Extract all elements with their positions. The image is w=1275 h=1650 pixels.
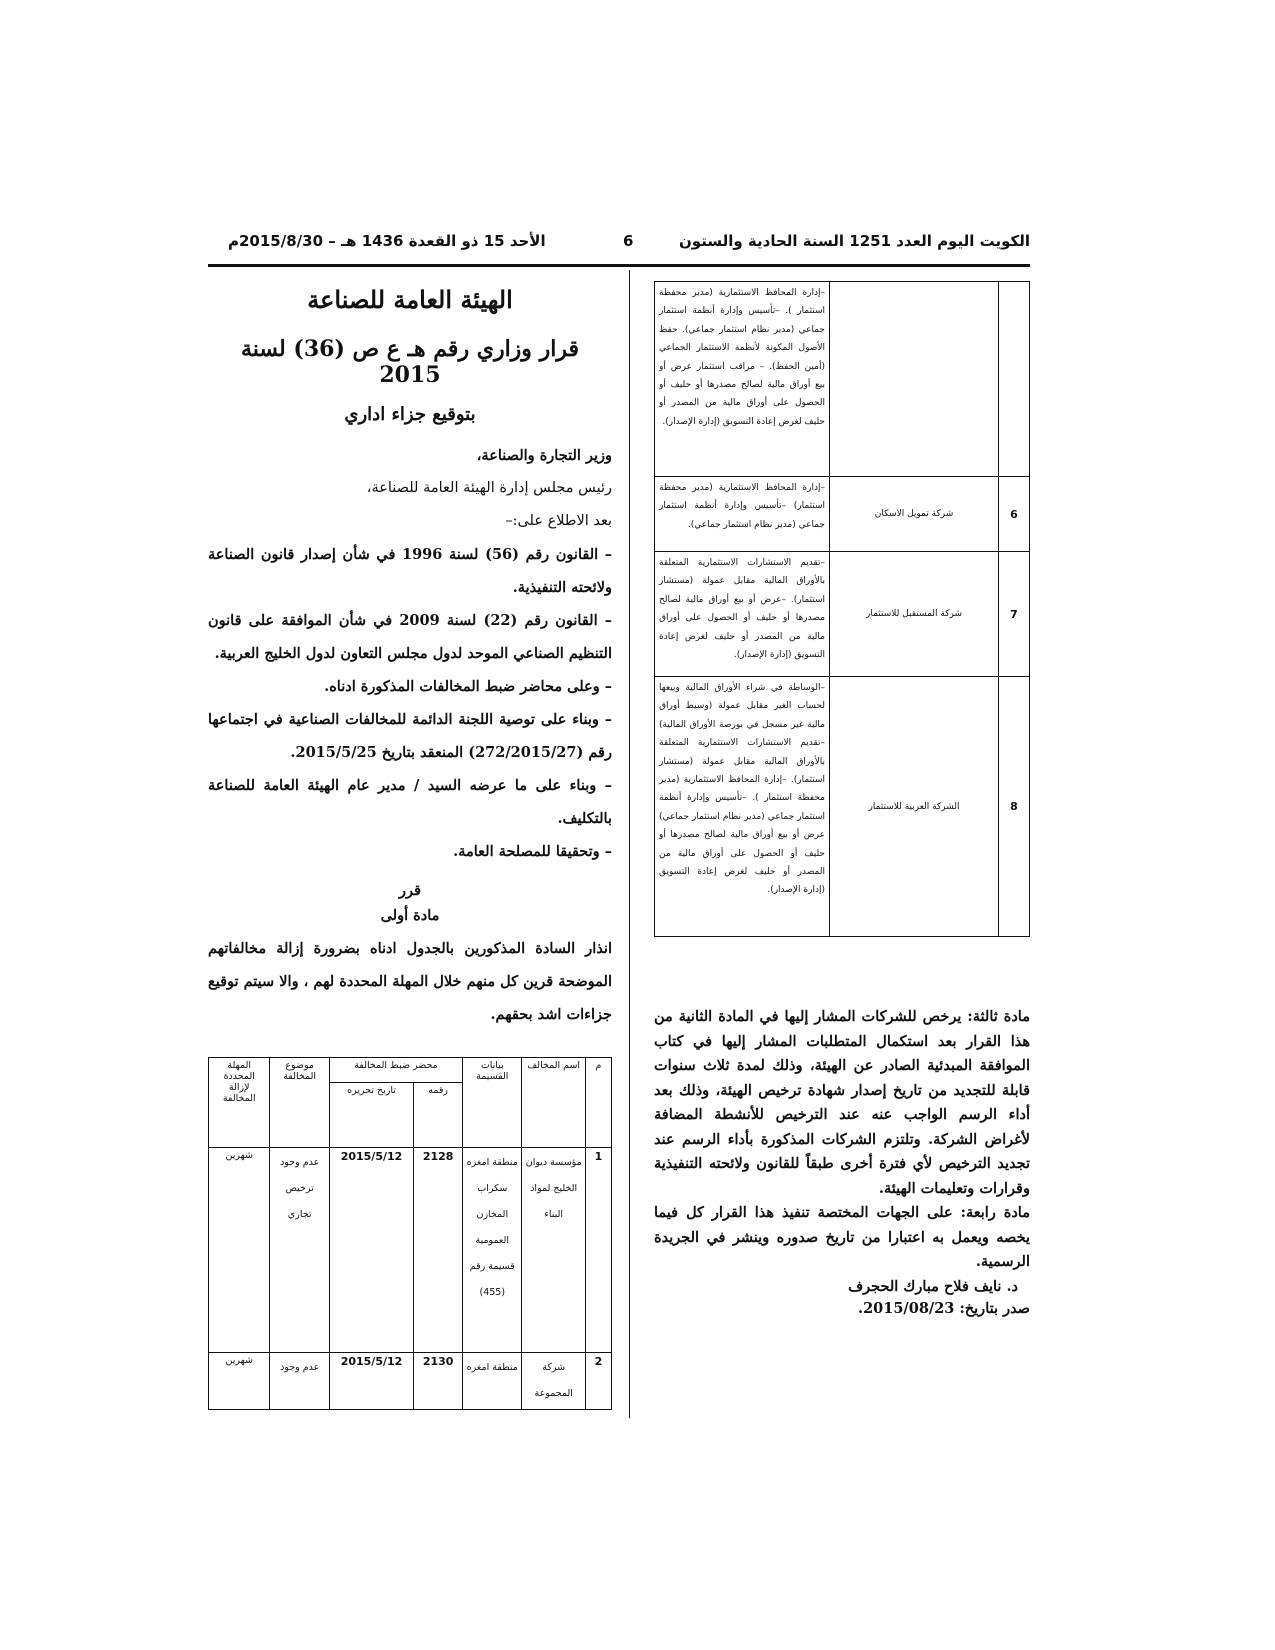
warning-text: انذار السادة المذكورين بالجدول ادناه بضرورة إزالة مخالفاتهم الموضحة قرين كل منهم خلال المهلة المحددة لهم ، والا سيتم توقيع جزاءات اشد بحقهم. [208,940,612,1023]
violator-name: مؤسسة ديوان الخليج لمواد البناء [522,1148,586,1353]
decision-article [208,285,612,1031]
company-name: الشركة العربية للاستثمار [830,677,999,937]
table-row [209,1148,612,1353]
header-m: م [585,1058,611,1148]
table-row [209,1353,612,1410]
header-record-no: رقمه [414,1083,463,1148]
page-number: 6 [623,232,634,250]
header-record-date: تاريخ تحريره [329,1083,413,1148]
row-number: 8 [999,677,1030,937]
violation-subject: عدم وجود ترخيص تجاري [270,1148,329,1353]
decided-heading: قرر [399,882,421,899]
article-three: مادة ثالثة: يرخص للشركات المشار إليها في المادة الثانية من هذا القرار بعد استكمال المتطلبات المشار إليها في كتاب الموافقة المبدئية الصادر عن الهيئة، وذلك لمدة ثلاث سنوات قابلة للتجديد من تاريخ إصدار شهادة ترخيص الهيئة، وذلك بعد أداء الرسم الواجب عنه عند الترخيص للأنشطة المضافة لأغراض الشركة. وتلتزم الشركات المذكورة بأداء الرسم عند تجديد الترخيص لأي فترة أخرى طبقاً للقانون ولائحته التنفيذية وقرارات وتعليمات الهيئة. [654,1008,1030,1197]
table-row [655,677,1030,937]
chairman-line: رئيس مجلس إدارة الهيئة العامة للصناعة، [366,480,612,496]
plot-data: منطقة امغره [463,1353,522,1410]
public-interest-line: – وتحقيقا للمصلحة العامة. [453,843,612,860]
gazette-issue: الكويت اليوم العدد 1251 السنة الحادية والستون [679,232,1030,250]
table-row [655,552,1030,677]
company-activities: –إدارة المحافظ الاستثمارية (مدير محفظة استثمار ). –تأسيس وإدارة أنظمة استثمار جماعي (مدير نظام استثمار جماعي). حفظ الأصول المكونة لأنظمة الاستثمار الجماعي (أمين الحفظ). – مراقب استثمار عرض أو بيع أوراق مالية لصالح مصدرها أو حليف أو الحصول على أوراق مالية من المصدر أو حليف لغرض إعادة التسويق (إدارة الإصدار). [655,282,830,477]
after-review-line: بعد الاطلاع على:– [505,513,612,529]
issue-date-line: صدر بتاريخ: 2015/08/23. [858,1300,1030,1317]
record-number: 2130 [414,1353,463,1410]
violator-name: شركة المجموعة [522,1353,586,1410]
record-date: 2015/5/12 [329,1353,413,1410]
law-2: – القانون رقم (22) لسنة 2009 في شأن الموافقة على قانون التنظيم الصناعي الموحد لدول مجلس التعاون لدول الخليج العربية. [208,612,612,662]
column-divider [629,270,630,1418]
row-number [999,282,1030,477]
director-line: – وبناء على ما عرضه السيد / مدير عام الهيئة العامة للصناعة بالتكليف. [208,777,612,827]
header-rule [208,264,1030,267]
company-name: شركة تمويل الاسكان [830,477,999,552]
recommendation-line: – وبناء على توصية اللجنة الدائمة للمخالفات الصناعية في اجتماعها رقم (272/2015/27) المنعقد بتاريخ 2015/5/25. [208,711,612,761]
page-header [228,232,1030,254]
record-date: 2015/5/12 [329,1148,413,1353]
closing-articles [654,1005,1030,1299]
header-subject: موضوع المخالفة [270,1058,329,1148]
article-one-heading: مادة أولى [380,907,440,924]
authority-title: الهيئة العامة للصناعة [307,285,513,314]
company-activities: –الوساطة في شراء الأوراق المالية وبيعها لحساب الغير مقابل عمولة (وسيط أوراق مالية غير مسجل في بورصة الأوراق المالية) –تقديم الاستشارات الاستثمارية المتعلقة بالأوراق المالية مقابل عمولة (مستشار استثمار). –إدارة المحافظ الاستثمارية (مدير محفظة استثمار ). –تأسيس وإدارة أنظمة استثمار جماعي (مدير نظام استثمار جماعي) عرض أو بيع أوراق مالية لصالح مصدرها أو حليف أو الحصول على أوراق مالية من المصدر أو حليف لغرض إعادة التسويق (إدارة الإصدار). [655,677,830,937]
decision-subject: بتوقيع جزاء اداري [344,404,476,425]
row-number: 7 [999,552,1030,677]
company-activities: –إدارة المحافظ الاستثمارية (مدير محفظة استثمار) –تأسيس وإدارة أنظمة استثمار جماعي (مدير نظام استثمار جماعي). [655,477,830,552]
header-record: محضر ضبط المخالفة [329,1058,462,1083]
company-activities: –تقديم الاستشارات الاستثمارية المتعلقة بالأوراق المالية مقابل عمولة (مستشار استثمار). –عرض أو بيع أوراق مالية لصالح مصدرها أو حليف أو الحصول على أوراق مالية من المصدر أو حليف لغرض إعادة التسويق (إدارة الإصدار). [655,552,830,677]
plot-data: منطقة امغره سكراب المخازن العمومية قسيمة رقم (455) [463,1148,522,1353]
header-data: بيانات القسيمة [463,1058,522,1148]
header-deadline: المهلة المحددة لإزالة المخالفة [209,1058,270,1148]
record-number: 2128 [414,1148,463,1353]
violations-table [208,1057,612,1410]
table-row [655,282,1030,477]
violation-subject: عدم وجود [270,1353,329,1410]
deadline: شهرين [209,1353,270,1410]
signature: د. نايف فلاح مبارك الحجرف [848,1277,1018,1295]
table-row [655,477,1030,552]
minister-line: وزير التجارة والصناعة، [476,447,612,464]
deadline: شهرين [209,1148,270,1353]
decision-title: قرار وزاري رقم هـ ع ص (36) لسنة 2015 [241,336,579,388]
row-number: 2 [585,1353,611,1410]
licenses-table [654,281,1030,937]
company-name [830,282,999,477]
header-name: اسم المخالف [522,1058,586,1148]
article-four: مادة رابعة: على الجهات المختصة تنفيذ هذا القرار كل فيما يخصه ويعمل به اعتبارا من تاريخ صدوره وينشر في الجريدة الرسمية. [654,1204,1030,1270]
law-1: – القانون رقم (56) لسنة 1996 في شأن إصدار قانون الصناعة ولائحته التنفيذية. [208,546,612,596]
company-name: شركة المستقبل للاستثمار [830,552,999,677]
row-number: 1 [585,1148,611,1353]
records-line: – وعلى محاضر ضبط المخالفات المذكورة ادناه. [324,678,612,695]
row-number: 6 [999,477,1030,552]
issue-date: الأحد 15 ذو القعدة 1436 هـ – 2015/8/30م [228,232,546,250]
table-header-row [209,1058,612,1083]
